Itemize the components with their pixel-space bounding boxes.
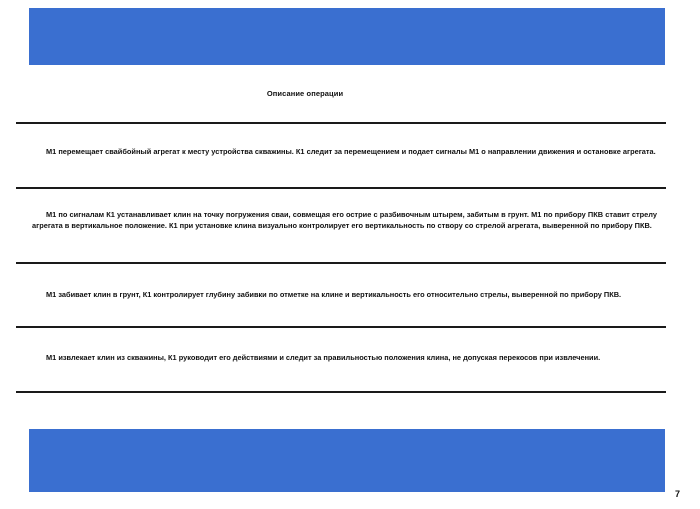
divider-rule [16,262,666,264]
divider-rule [16,122,666,124]
divider-rule [16,187,666,189]
page-number: 7 [675,489,681,499]
operation-step-text: М1 забивает клин в грунт, К1 контролирует глубину забивки по отметке на клине и вертикальность его относительно стрелы, выверенной по прибору ПКВ. [46,290,622,299]
bottom-blue-band [29,429,665,492]
operation-step-text: М1 перемещает свайбойный агрегат к месту устройства скважины. К1 следит за перемещением и подает сигналы М1 о направлении движения и остановке агрегата. [46,147,656,156]
divider-rule [16,391,666,393]
operation-step-2 [32,210,657,231]
top-blue-band [29,8,665,65]
operation-step-text: М1 по сигналам К1 устанавливает клин на точку погружения сваи, совмещая его острие с разбивочным штырем, забитым в грунт. М1 по прибору ПКВ ставит стрелу агрегата в вертикальное положение. К1 при установке клина визуально контролирует его вертикальность по створу со стрелой агрегата, выверенной по прибору ПКВ. [32,210,657,230]
divider-rule [16,326,666,328]
operation-step-4 [32,353,657,364]
operation-step-text: М1 извлекает клин из скважины, К1 руководит его действиями и следит за правильностью положения клина, не допуская перекосов при извлечении. [46,353,601,362]
section-heading: Описание операции [266,89,344,98]
operation-step-1 [32,147,657,158]
operation-step-3 [32,290,657,301]
